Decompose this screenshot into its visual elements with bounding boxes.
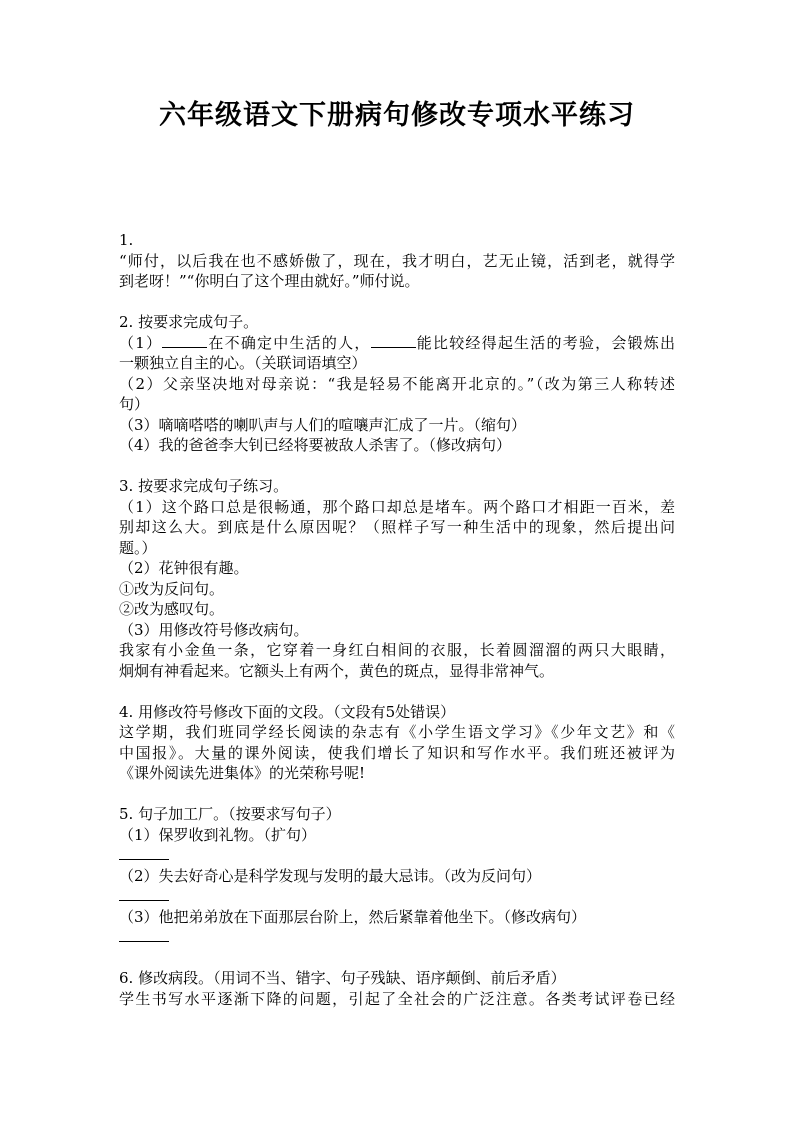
spacer — [119, 784, 675, 805]
q4-line-3: 《课外阅读先进集体》的光荣称号呢! — [119, 764, 366, 782]
q2-item-1-text-b: 能比较经得起生活的考验，会锻炼出 — [415, 333, 675, 352]
q1-number: 1. — [119, 231, 134, 249]
answer-line[interactable] — [119, 845, 675, 866]
spacer — [119, 681, 675, 702]
fill-blank[interactable] — [162, 333, 207, 348]
q3-item-1-line-1: （1）这个路口总是很畅通，那个路口却总是堵车。两个路口才相距一百米，差 — [119, 497, 675, 516]
spacer — [119, 292, 675, 313]
q2-item-1-line-2: 一颗独立自主的心。（关联词语填空） — [119, 354, 367, 372]
fill-blank[interactable] — [371, 333, 416, 348]
q3-item-2-sub-1: ①改为反问句。 — [119, 579, 225, 598]
q2-item-2-line-2: 句） — [119, 395, 150, 413]
q5-item-3: （3）他把弟弟放在下面那层台阶上，然后紧靠着他坐下。（修改病句） — [119, 907, 587, 926]
answer-line[interactable] — [119, 927, 675, 948]
q2-item-1-text-a: 在不确定中生活的人， — [207, 333, 371, 352]
q3-item-2: （2）花钟很有趣。 — [119, 559, 249, 577]
q2-item-3: （3）嘀嘀嗒嗒的喇叭声与人们的喧嚷声汇成了一片。（缩句） — [119, 415, 527, 434]
document-body — [119, 230, 675, 1009]
answer-blank[interactable] — [119, 927, 169, 942]
q3-item-1-line-3: 题。） — [119, 538, 157, 557]
q3-item-3: （3）用修改符号修改病句。 — [119, 620, 309, 639]
q4-line-1: 这学期，我们班同学经长阅读的杂志有《小学生语文学习》《少年文艺》和《 — [119, 723, 675, 741]
q3-item-3-text-1: 我家有小金鱼一条，它穿着一身红白相间的衣服，长着圆溜溜的两只大眼睛， — [119, 641, 675, 659]
q2-item-4: （4）我的爸爸李大钊已经将要被敌人杀害了。（修改病句） — [119, 436, 512, 454]
document-title: 六年级语文下册病句修改专项水平练习 — [159, 100, 635, 131]
q1-line-1: “师付，以后我在也不感娇傲了，现在，我才明白，艺无止镜，活到老，就得学 — [119, 251, 675, 270]
q3-heading: 3. 按要求完成句子练习。 — [119, 477, 289, 495]
q5-item-2: （2）失去好奇心是科学发现与发明的最大忌讳。（改为反问句） — [119, 866, 542, 885]
q6-line-1: 学生书写水平逐渐下降的问题，引起了全社会的广泛注意。各类考试评卷已经 — [119, 989, 675, 1008]
answer-blank[interactable] — [119, 845, 169, 860]
q3-item-2-sub-2: ②改为感叹句。 — [119, 600, 225, 618]
q3-item-1-line-2: 别却这么大。到底是什么原因呢？（照样子写一种生活中的现象，然后提出问 — [119, 518, 675, 536]
q5-item-1: （1）保罗收到礼物。（扩句） — [119, 825, 317, 844]
q3-item-3-text-2: 炯炯有神看起来。它额头上有两个，黄色的斑点，显得非常神气。 — [119, 661, 555, 680]
q2-item-1-prefix: （1） — [119, 333, 163, 352]
q5-heading: 5. 句子加工厂。（按要求写句子） — [119, 805, 341, 823]
q2-heading: 2. 按要求完成句子。 — [119, 313, 259, 331]
spacer — [119, 948, 675, 969]
q1-line-2: 到老呀！”“你明白了这个理由就好。”师付说。 — [119, 272, 420, 290]
q2-item-1-line-1 — [119, 333, 675, 354]
answer-blank[interactable] — [119, 886, 169, 901]
answer-line[interactable] — [119, 886, 675, 907]
q4-heading: 4. 用修改符号修改下面的文段。（文段有5处错误） — [119, 702, 456, 721]
q6-heading: 6. 修改病段。（用词不当、错字、句子残缺、语序颠倒、前后矛盾） — [119, 969, 566, 987]
spacer — [119, 456, 675, 477]
q2-item-2-line-1: （2）父亲坚决地对母亲说：“我是轻易不能离开北京的。”（改为第三人称转述 — [119, 374, 675, 393]
q4-line-2: 中国报》。大量的课外阅读，使我们增长了知识和写作水平。我们班还被评为 — [119, 743, 675, 762]
